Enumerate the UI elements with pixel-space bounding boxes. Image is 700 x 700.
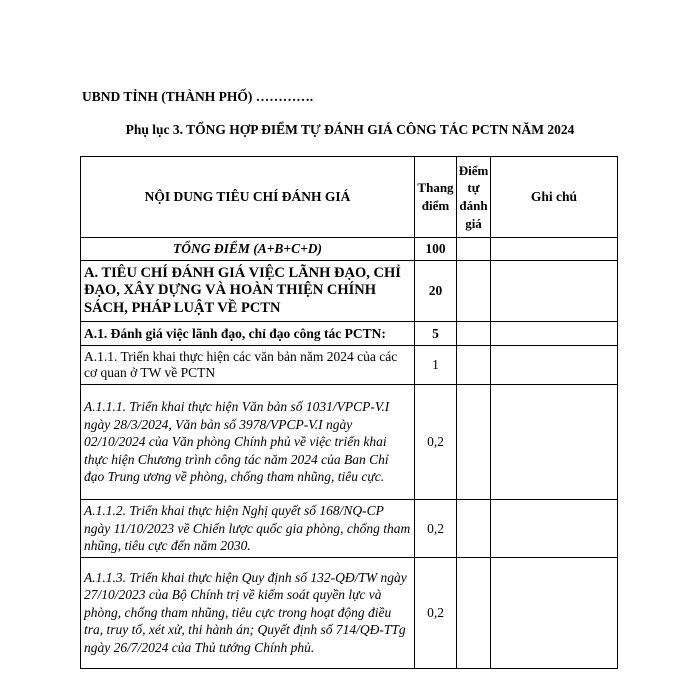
row-note	[491, 557, 618, 668]
org-line: UBND TỈNH (THÀNH PHỐ) ………….	[82, 89, 314, 104]
row-self-score	[457, 385, 491, 500]
table-row	[81, 346, 618, 385]
table-row	[81, 322, 618, 346]
column-header-note: Ghi chú	[491, 157, 618, 238]
row-scale: 5	[415, 322, 457, 346]
row-content: A.1.1. Triển khai thực hiện các văn bản năm 2024 của các cơ quan ở TW về PCTN	[81, 346, 415, 385]
column-header-scale: Thang điểm	[415, 157, 457, 238]
row-scale: 100	[415, 238, 457, 261]
row-note	[491, 346, 618, 385]
row-note	[491, 261, 618, 322]
row-note	[491, 322, 618, 346]
table-row	[81, 557, 618, 668]
row-content: TỔNG ĐIỂM (A+B+C+D)	[81, 238, 415, 261]
table-header-row	[81, 157, 618, 238]
row-self-score	[457, 500, 491, 558]
row-self-score	[457, 261, 491, 322]
row-note	[491, 385, 618, 500]
row-content: A.1.1.1. Triển khai thực hiện Văn bản số 1031/VPCP-V.I ngày 28/3/2024, Văn bản số 3978/VPCP-V.I ngày 02/10/2024 của Văn phòng Chính phủ về việc triển khai thực hiện Chương trình công tác năm 2024 của Ban Chỉ đạo Trung ương về phòng, chống tham nhũng, tiêu cực.	[81, 385, 415, 500]
column-header-self-score: Điểm tự đánh giá	[457, 157, 491, 238]
row-content: A.1. Đánh giá việc lãnh đạo, chỉ đạo công tác PCTN:	[81, 322, 415, 346]
column-header-content: NỘI DUNG TIÊU CHÍ ĐÁNH GIÁ	[81, 157, 415, 238]
table-row	[81, 385, 618, 500]
row-scale: 0,2	[415, 385, 457, 500]
row-self-score	[457, 238, 491, 261]
table-row	[81, 238, 618, 261]
row-note	[491, 238, 618, 261]
row-note	[491, 500, 618, 558]
table-row	[81, 500, 618, 558]
row-self-score	[457, 322, 491, 346]
row-content: A. TIÊU CHÍ ĐÁNH GIÁ VIỆC LÃNH ĐẠO, CHỈ ĐẠO, XÂY DỰNG VÀ HOÀN THIỆN CHÍNH SÁCH, PHÁP LUẬT VỀ PCTN	[81, 261, 415, 322]
row-scale: 0,2	[415, 500, 457, 558]
score-table	[80, 156, 618, 669]
document-title: Phụ lục 3. TỔNG HỢP ĐIỂM TỰ ĐÁNH GIÁ CÔNG TÁC PCTN NĂM 2024	[125, 122, 575, 137]
row-scale: 1	[415, 346, 457, 385]
row-scale: 20	[415, 261, 457, 322]
table-row	[81, 261, 618, 322]
row-self-score	[457, 557, 491, 668]
row-self-score	[457, 346, 491, 385]
row-content: A.1.1.3. Triển khai thực hiện Quy định số 132-QĐ/TW ngày 27/10/2023 của Bộ Chính trị về kiểm soát quyền lực và phòng, chống tham nhũng, tiêu cực trong hoạt động điều tra, truy tố, xét xử, thi hành án; Quyết định số 714/QĐ-TTg ngày 26/7/2024 của Thủ tướng Chính phủ.	[81, 557, 415, 668]
row-scale: 0,2	[415, 557, 457, 668]
row-content: A.1.1.2. Triển khai thực hiện Nghị quyết số 168/NQ-CP ngày 11/10/2023 về Chiến lược quốc gia phòng, chống tham nhũng, tiêu cực đến năm 2030.	[81, 500, 415, 558]
